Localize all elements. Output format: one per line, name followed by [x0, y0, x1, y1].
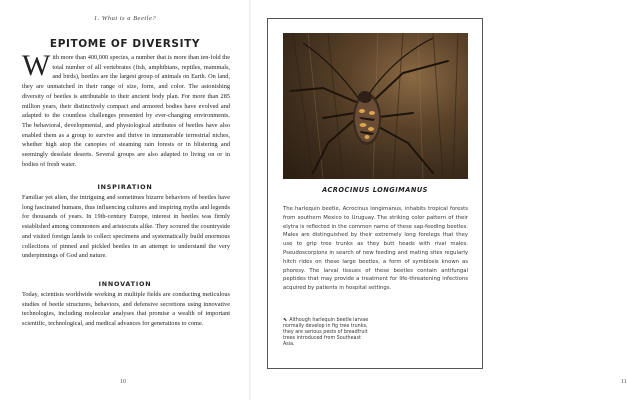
- intro-text: ith more than 400,000 species, a number that is more than ten-fold the total number of all vertebrates (fish, amphibians, reptiles, mammals, and birds), beetles are the largest group of animals on Earth. On land, they are unmatched in their range of size, form, and color. The astonishing diversity of beetles is attributable to their ancient body plan. For more than 285 million years, their distinctively compact and armored bodies have evolved and adapted to the countless challenges presented by ever-changing environments. The behavioral, developmental, and physiological attributes of beetles have also enabled them as a group to survive and thrive in innumerable terrestrial niches, whether high atop the canopies of steaming rain forests or in blistering and seemingly desolate deserts. Several groups are also adapted to living on or in bodies of fresh water.: [22, 54, 230, 168]
- page-number-left: 10: [120, 379, 126, 385]
- beetle-photo: [283, 33, 468, 179]
- side-note: [283, 317, 373, 348]
- running-head: 1. What is a Beetle?: [93, 15, 157, 22]
- side-note-text: Although harlequin beetle larvae normally develop in fig tree trunks, they are serious pests of breadfruit trees introduced from Southeast Asia.: [283, 318, 369, 347]
- right-page: [250, 0, 627, 400]
- left-page: [0, 0, 250, 400]
- section-heading-inspiration: INSPIRATION: [97, 183, 153, 191]
- intro-paragraph: [22, 49, 230, 169]
- inspiration-paragraph: Familiar yet alien, the intriguing and sometimes bizarre behaviors of beetles have long fascinated humans, thus influencing cultures and inspiring myths and legends for thousands of years. In 19th-century Europe, interest in beetles was firmly established among commoners and aristocrats alike. They scoured the countryside and visited foreign lands to collect specimens and systematically build enormous collections of pinned and pickled beetles in an attempt to understand the very underpinnings of God and nature.: [22, 194, 230, 260]
- caption-text: The harlequin beetle, Acrocinus longimanus, inhabits tropical forests from southern Mexico to Uruguay. The striking color pattern of their elytra is reflected in the common name of these sap-feeding beetles. Males are distinguished by their extremely long forelegs that they use to grip tree trunks as they butt heads with rival males. Pseudoscorpions in search of new feeding and mating sites regularly hitch rides on these large beetles, a form of symbiosis known as phoresy. The larval tissues of these beetles contain antifungal peptides that may provide a treatment for life-threatening infections acquired by patients in hospital settings.: [283, 206, 468, 292]
- section-heading-innovation: INNOVATION: [98, 280, 152, 288]
- drop-cap: W: [22, 49, 51, 82]
- caption-title: ACROCINUS LONGIMANUS: [322, 186, 428, 194]
- page-number-right: 11: [621, 379, 627, 385]
- innovation-paragraph: Today, scientists worldwide working in multiple fields are conducting meticulous studies of beetle structures, behaviors, and defensive secretions using innovative technologies, including molecular analyses that promise a wealth of important scientific, technological, and medical advances for generations to come.: [22, 291, 230, 328]
- beetle-illustration: [283, 33, 468, 179]
- page-title: EPITOME OF DIVERSITY: [49, 38, 201, 50]
- arrow-up-left-icon: ⬉: [283, 317, 288, 323]
